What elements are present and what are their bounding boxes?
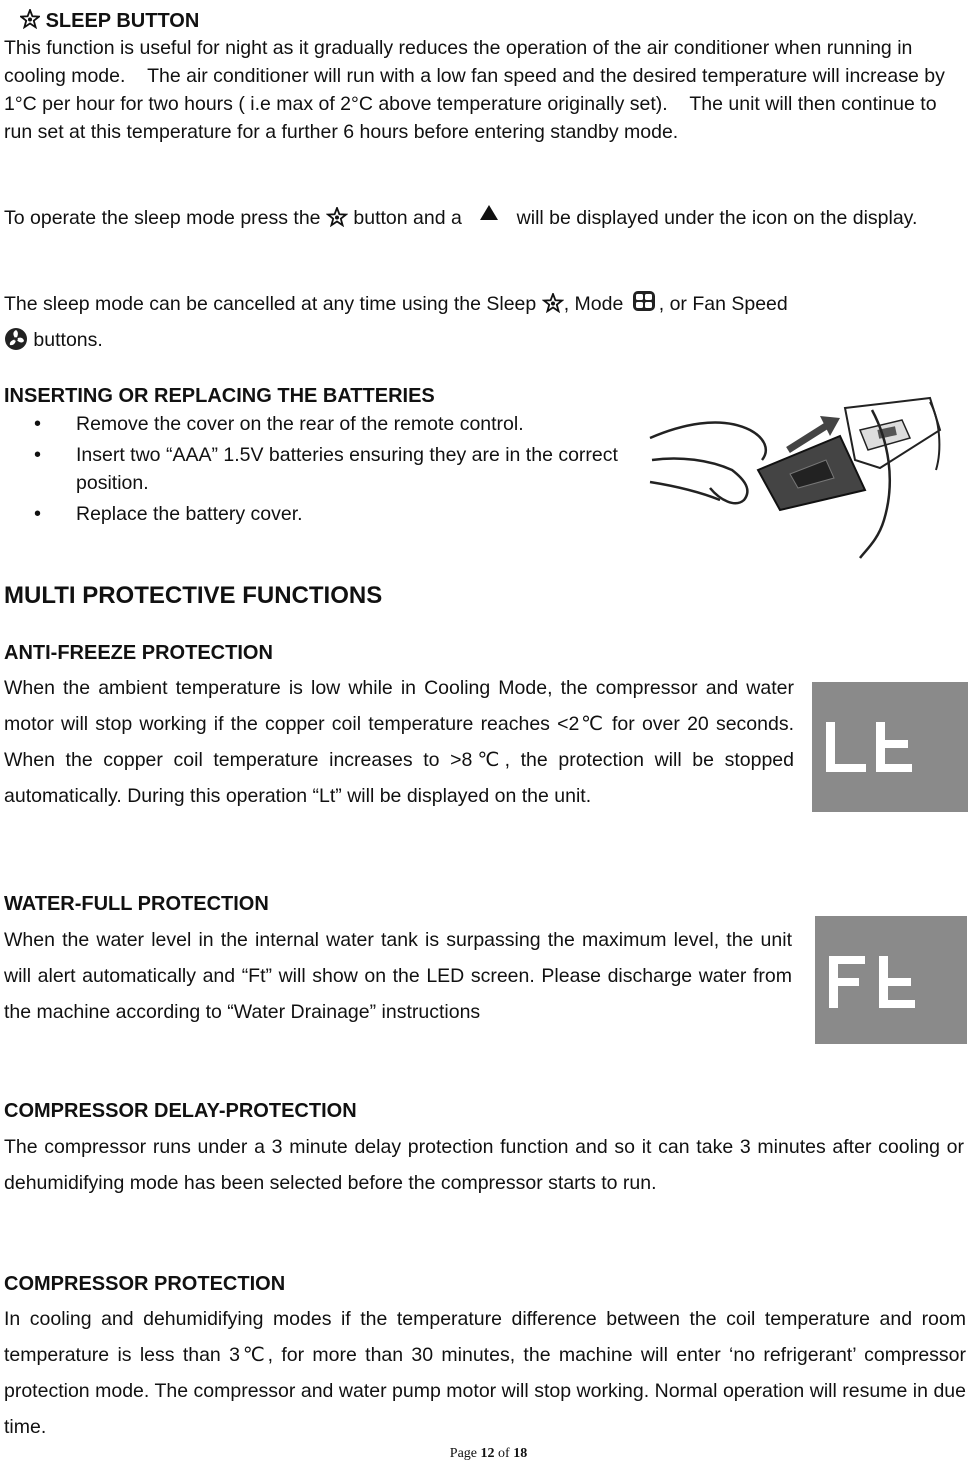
waterfull-heading: WATER-FULL PROTECTION [4, 893, 269, 915]
mode-icon [629, 290, 659, 312]
batteries-heading: INSERTING OR REPLACING THE BATTERIES [4, 385, 435, 407]
page-number: 12 [480, 1446, 495, 1461]
ft-display-segments [815, 916, 967, 1044]
multi-protective-heading: MULTI PROTECTIVE FUNCTIONS [4, 582, 383, 609]
list-item: • Remove the cover on the rear of the remote control. [4, 410, 624, 438]
operate-text-2: button and a [353, 207, 462, 229]
sleep-cancel-instructions [4, 290, 969, 318]
waterfull-text: When the water level in the internal water tank is surpassing the maximum level, the unit will alert automatically and “Ft” will show on the LED screen. Please discharge water from the machine according to “Water Drainage” instructions [4, 929, 792, 1023]
ft-display [815, 916, 967, 1044]
compressor-delay-heading: COMPRESSOR DELAY-PROTECTION [4, 1100, 357, 1122]
lt-display [812, 682, 968, 812]
page-footer [0, 1446, 977, 1462]
sleep-star-icon [20, 9, 40, 29]
sleep-star-icon [326, 207, 348, 227]
sleep-heading [20, 9, 199, 33]
sleep-operate-instructions [4, 203, 959, 232]
compressor-protection-text: In cooling and dehumidifying modes if the temperature difference between the coil temperature and room temperature is less than 3℃, for more than 30 minutes, the machine will enter ‘no refrigerant’ compressor protection mode. The compressor and water pump motor will stop working. Normal operation will resume in due time. [4, 1308, 966, 1438]
cancel-text-1: The sleep mode can be cancelled at any time using the Sleep [4, 293, 537, 315]
compressor-protection-heading: COMPRESSOR PROTECTION [4, 1273, 286, 1295]
antifreeze-heading: ANTI-FREEZE PROTECTION [4, 642, 273, 664]
remote-hand-illustration [640, 390, 950, 560]
batteries-list [4, 410, 624, 528]
lt-display-code [968, 682, 969, 683]
of-word: of [498, 1446, 510, 1461]
ft-display-code [967, 916, 968, 917]
operate-text-3: will be displayed under the icon on the display. [516, 207, 918, 229]
antifreeze-text: When the ambient temperature is low while in Cooling Mode, the compressor and water motor will stop working if the copper coil temperature reaches <2℃ for over 20 seconds. When the copper coil temperature increases to >8℃, the protection will be stopped automatically. During this operation “Lt” will be displayed on the unit. [4, 677, 794, 807]
fan-speed-icon [4, 327, 28, 351]
list-item: • Replace the battery cover. [4, 500, 624, 528]
operate-text-1: To operate the sleep mode press the [4, 207, 321, 229]
sleep-cancel-continued [4, 326, 103, 354]
lt-display-segments [812, 682, 968, 812]
triangle-indicator-icon [467, 203, 511, 223]
cancel-text-mode: , Mode [563, 293, 624, 315]
cancel-text-fan: , or Fan Speed [658, 293, 788, 315]
cancel-text-end: buttons. [33, 329, 103, 351]
sleep-star-icon [542, 293, 564, 313]
sleep-description: This function is useful for night as it gradually reduces the operation of the air conditioner when running in cooling mode. The air conditioner will run with a low fan speed and the desired temperature will increase by 1°C per hour for two hours ( i.e max of 2°C above temperature originally set). The unit will then continue to run set at this temperature for a further 6 hours before entering standby mode. [4, 37, 945, 143]
sleep-heading-text: SLEEP BUTTON [45, 10, 200, 32]
page-word: Page [449, 1446, 478, 1461]
list-item: • Insert two “AAA” 1.5V batteries ensuring they are in the correct position. [4, 441, 624, 497]
compressor-delay-text: The compressor runs under a 3 minute delay protection function and so it can take 3 minutes after cooling or dehumidifying mode has been selected before the compressor starts to run. [4, 1136, 964, 1194]
page-total: 18 [513, 1446, 528, 1461]
